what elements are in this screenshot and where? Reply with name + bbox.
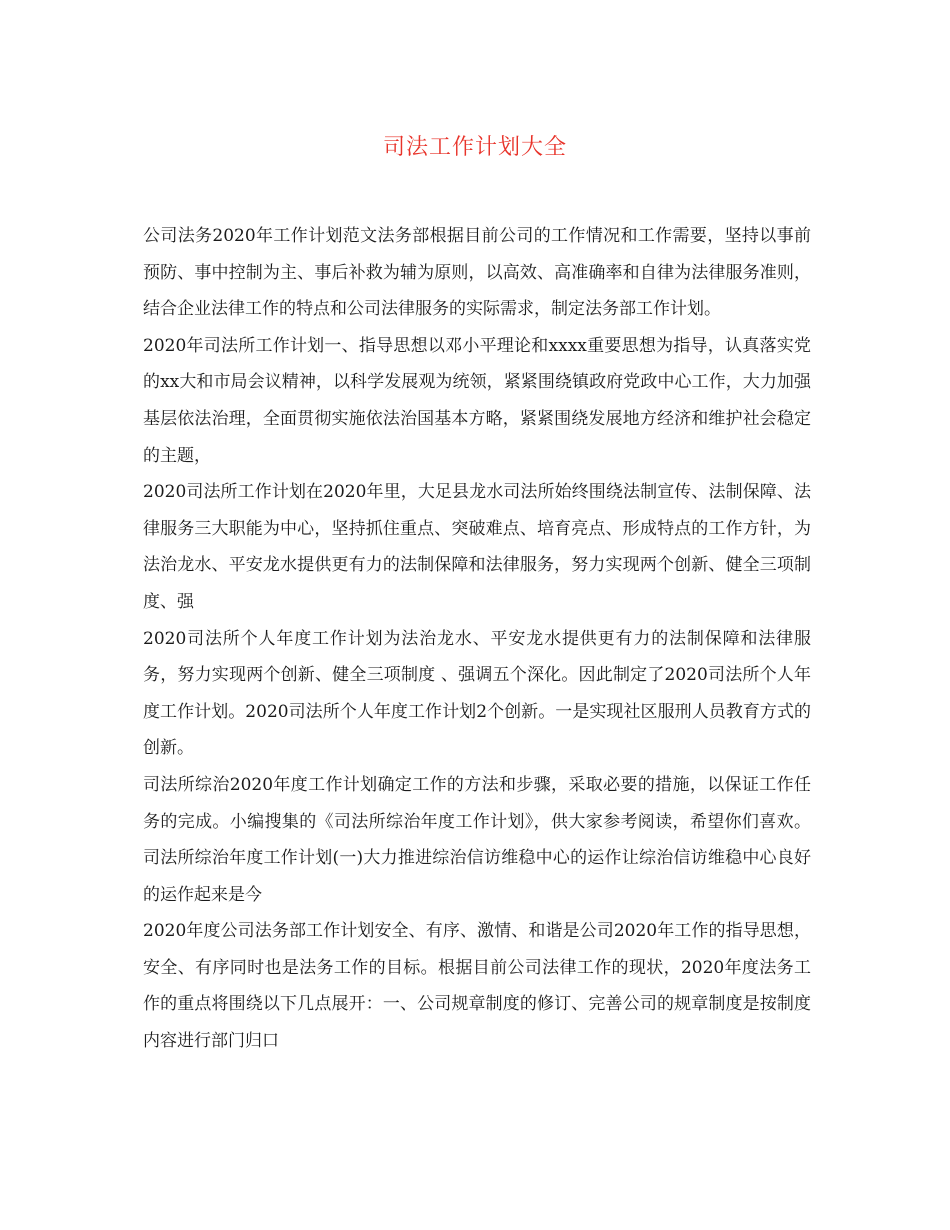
paragraph-5: 司法所综治2020年度工作计划确定工作的方法和步骤，采取必要的措施，以保证工作任务的完成。小编搜集的《司法所综治年度工作计划》，供大家参考阅读，希望你们喜欢。司法所综治年度工作计划(一)大力推进综治信访维稳中心的运作让综治信访维稳中心良好的运作起来是今 bbox=[143, 774, 811, 905]
paragraph-2: 2020年司法所工作计划一、指导思想以邓小平理论和xxxx重要思想为指导，认真落实党的xx大和市局会议精神，以科学发展观为统领，紧紧围绕镇政府党政中心工作，大力加强基层依法治理，全面贯彻实施依法治国基本方略，紧紧围绕发展地方经济和维护社会稳定的主题， bbox=[143, 335, 811, 466]
paragraph-4: 2020司法所个人年度工作计划为法治龙水、平安龙水提供更有力的法制保障和法律服务，努力实现两个创新、健全三项制度 、强调五个深化。因此制定了2020司法所个人年度工作计划。2020司法所个人年度工作计划2个创新。一是实现社区服刑人员教育方式的创新。 bbox=[143, 628, 811, 759]
paragraph-1: 公司法务2020年工作计划范文法务部根据目前公司的工作情况和工作需要，坚持以事前预防、事中控制为主、事后补救为辅为原则，以高效、高准确率和自律为法律服务准则，结合企业法律工作的特点和公司法律服务的实际需求，制定法务部工作计划。 bbox=[143, 226, 811, 320]
document-body bbox=[143, 218, 811, 1060]
paragraph-6: 2020年度公司法务部工作计划安全、有序、激情、和谐是公司2020年工作的指导思想，安全、有序同时也是法务工作的目标。根据目前公司法律工作的现状，2020年度法务工作的重点将围绕以下几点展开：一、公司规章制度的修订、完善公司的规章制度是按制度内容进行部门归口 bbox=[143, 921, 811, 1052]
paragraph-3: 2020司法所工作计划在2020年里，大足县龙水司法所始终围绕法制宣传、法制保障、法律服务三大职能为中心，坚持抓住重点、突破难点、培育亮点、形成特点的工作方针，为法治龙水、平安龙水提供更有力的法制保障和法律服务，努力实现两个创新、健全三项制度、强 bbox=[143, 482, 811, 612]
document-title: 司法工作计划大全 bbox=[382, 135, 567, 160]
